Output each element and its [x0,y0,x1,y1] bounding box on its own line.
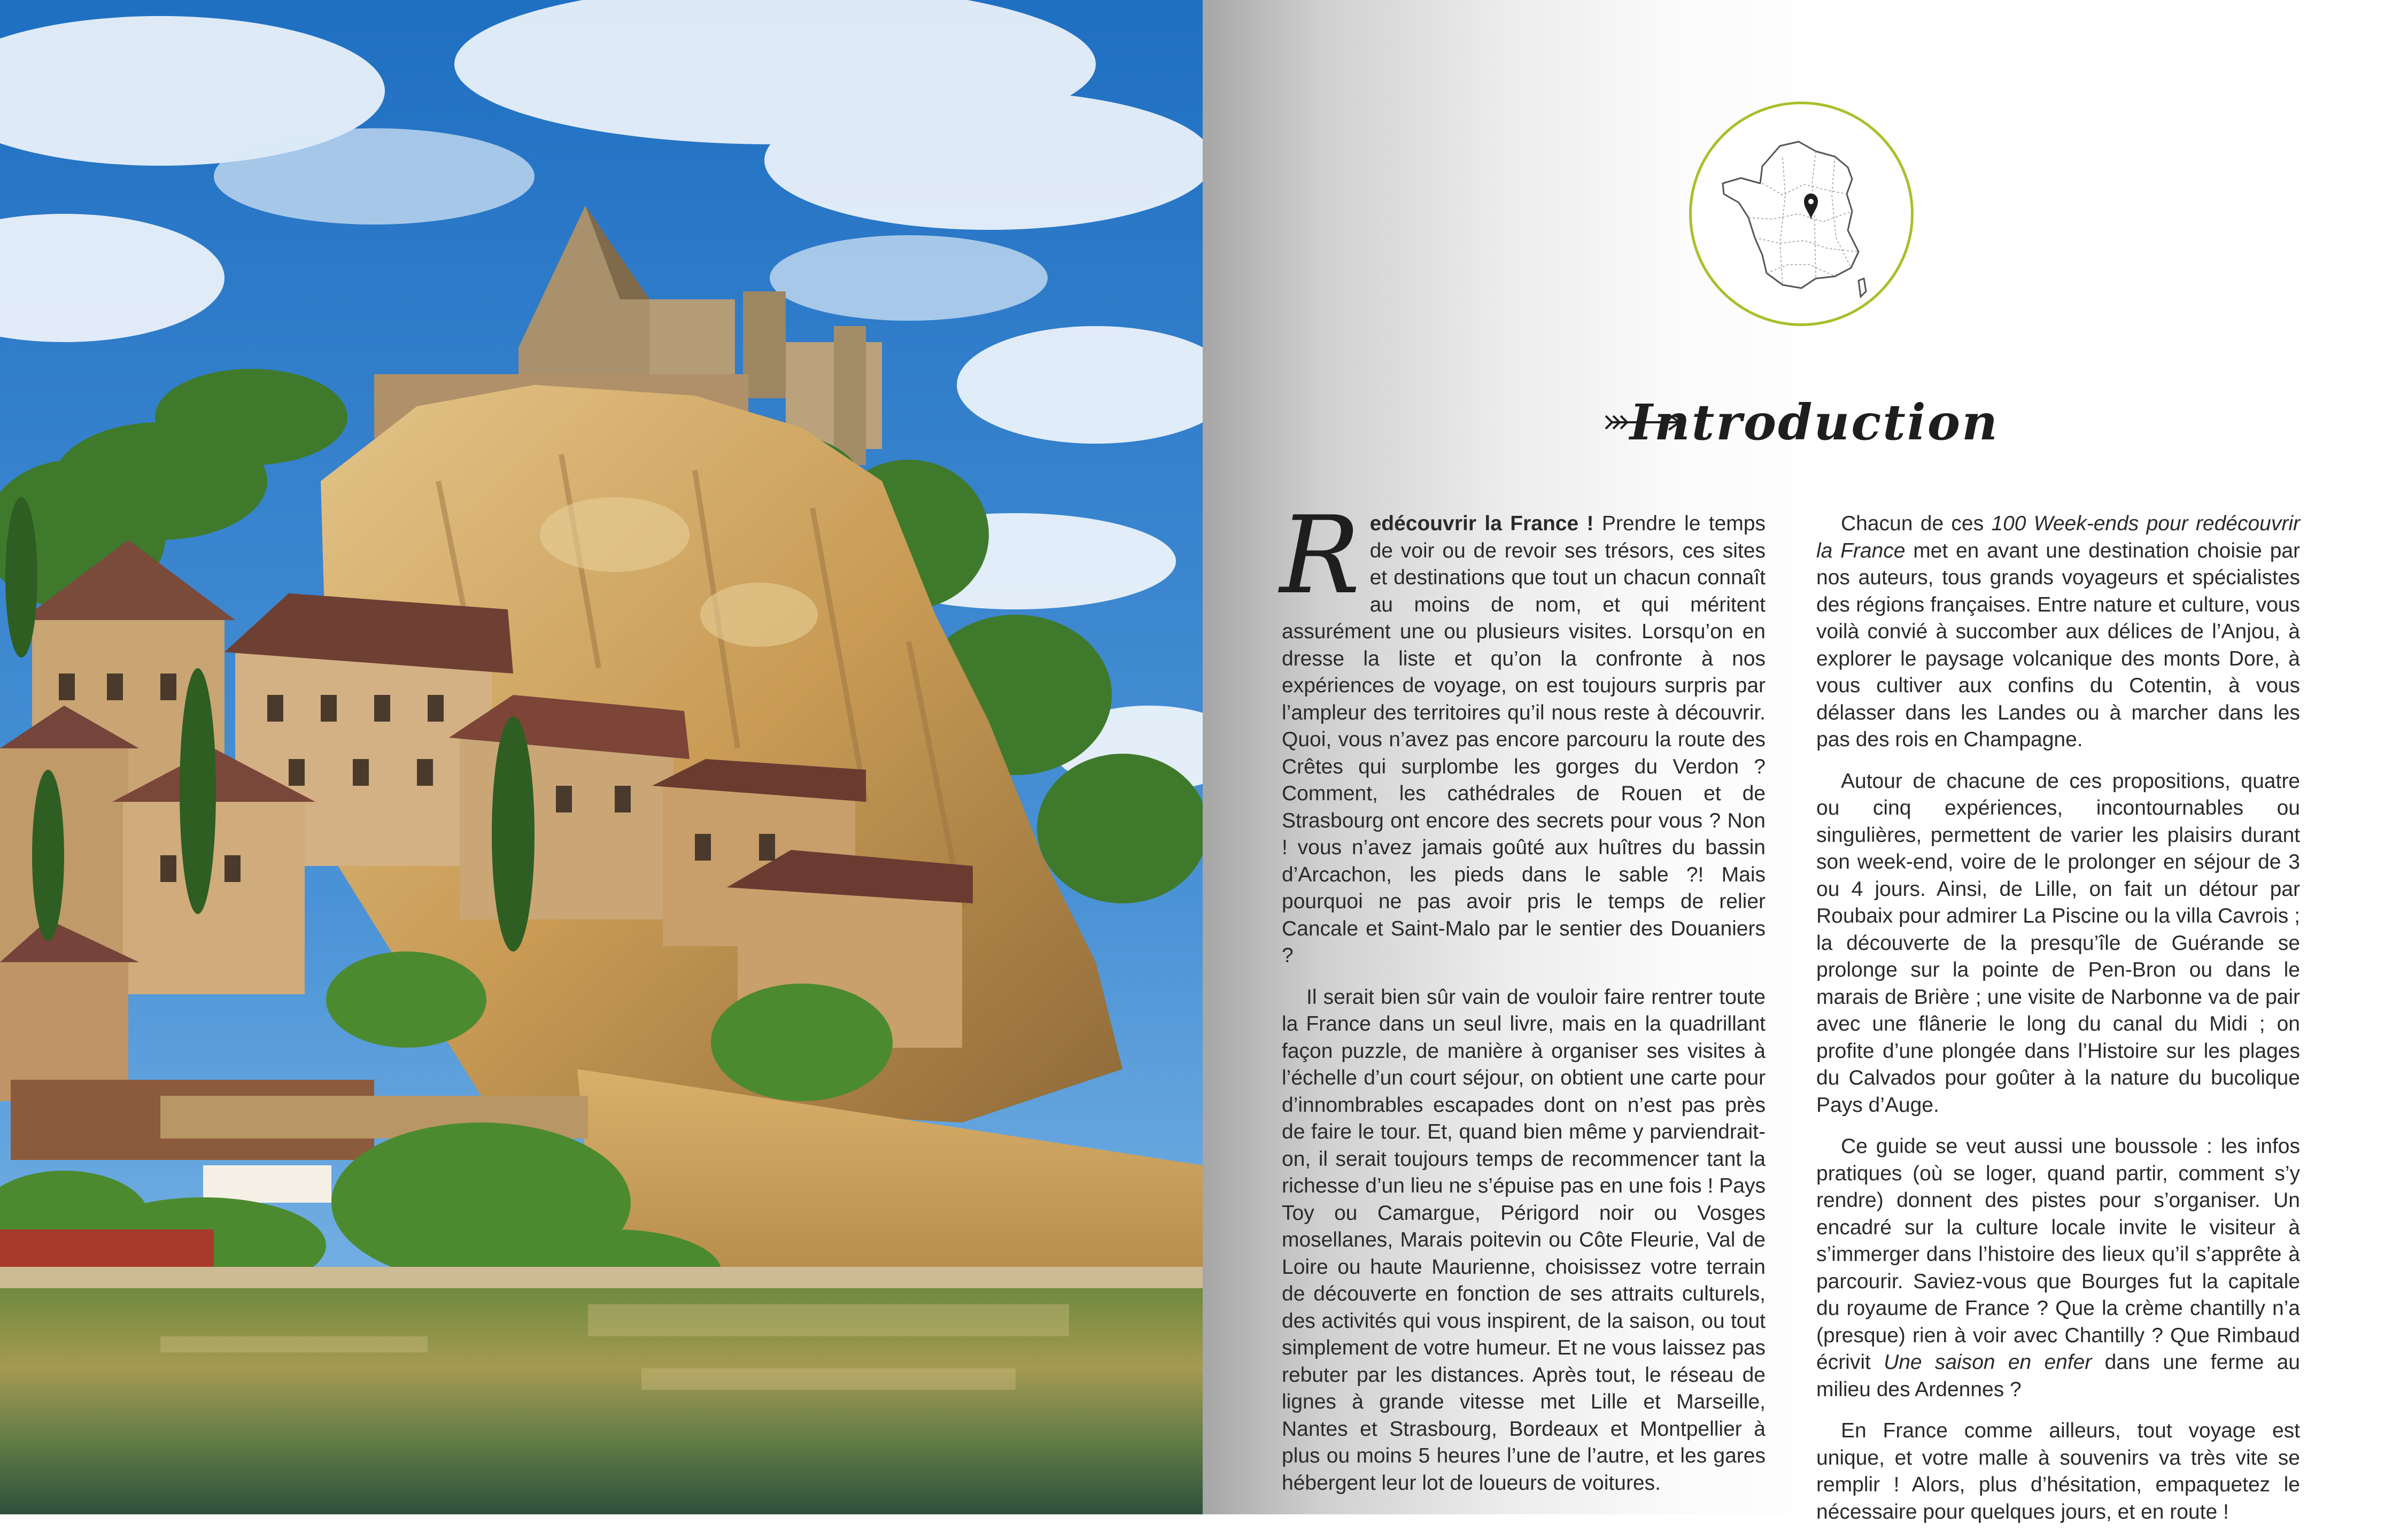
text-column-left [1280,493,1766,1511]
drop-cap: R [1280,493,1360,618]
paragraph-text: Prendre le temps de voir ou de revoir ses trésors, ces sites et destinations que tout un chacun connaît au moins de nom, et qui méritent assurément une ou plusieurs visites. Lorsqu’on en dresse la liste et qu’on la confronte à nos expériences de voyage, on est toujours surpris par l’ampleur des territoires qu’il nous reste à découvrir. Quoi, vous n’avez pas encore parcouru la route des Crêtes qui surplombe les gorges du Verdon ? Comment, les cathédrales de Rouen et de Strasbourg ont encore des secrets pour vous ? Non ! vous n’avez jamais goûté aux huîtres du bassin d’Arcachon, les pieds dans le sable ?! Mais pourquoi ne pas avoir pris le temps de relier Cancale et Saint-Malo par le sentier des Douaniers ? [1282,512,1766,967]
book-title: 100 Week-ends pour redécouvrir la France [1816,512,2300,562]
paragraph: Ce guide se veut aussi une boussole : les infos pratiques (où se loger, quand partir, comment s’y rendre) donnent des pistes pour s’organiser. Un encadré sur la culture locale invite le visiteur à s’immerger dans l’histoire des lieux qu’il s’apprête à parcourir. Saviez-vous que Bourges fut la capitale du royaume de France ? Que la crème chantilly n’a (presque) rien à voir avec Chantilly ? Que Rimbaud écrivit Une saison en enfer dans une ferme au milieu des Ardennes ? [1816,1135,2300,1401]
paragraph: Autour de chacune de ces propositions, quatre ou cinq expériences, incontournables ou singulières, permettent de varier les plaisirs durant son week-end, voire de le prolonger en séjour de 3 ou 4 jours. Ainsi, de Lille, on fait un détour par Roubaix pour admirer La Piscine ou la villa Cavrois ; la découverte de la presqu’île de Guérande se prolonge sur la pointe de Pen-Bron ou dans le marais de Brière ; une visite de Narbonne va de pair avec une flânerie le long du canal du Midi ; on profite d’une plongée dans l’Histoire sur les plages du Calvados pour goûter à la nature du bucolique Pays d’Auge. [1816,769,2300,1117]
paragraph: Il serait bien sûr vain de vouloir faire rentrer toute la France dans un seul livre, mais en la quadrillant façon puzzle, de manière à organiser ses visites à l’échelle d’un court séjour, on obtient une carte pour d’innombrables escapades dont on n’est pas près de faire le tour. Et, quand bien même y parviendrait-on, il serait toujours temps de recommencer tant la richesse d’un lieu ne s’épuise pas en une fois ! Pays Toy ou Camargue, Périgord noir ou Vosges mosellanes, Marais poitevin ou Côte Fleurie, Val de Loire ou haute Maurienne, choisissez votre terrain de découverte en fonction de ses attraits culturels, des activités qui vous inspirent, de la saison, ou tout simplement de votre humeur. Et ne vous laissez pas rebuter par les distances. Après tout, le réseau de lignes à grande vitesse met Lille et Marseille, Nantes et Strasbourg, Bordeaux et Montpellier à plus ou moins 5 heures l’une de l’autre, et les gares hébergent leur lot de loueurs de voitures. [1282,985,1766,1495]
france-map-location-icon [1692,104,1911,323]
paragraph: Chacun de ces 100 Week-ends pour redécouvrir la France met en avant une destination choisie par nos auteurs, tous grands voyageurs et spécialistes des régions françaises. Entre nature et culture, vous voilà convié à succomber aux délices de l’Anjou, à explorer le paysage volcanique des monts Dore, à vous cultiver aux confins du Cotentin, à vous délasser dans les Landes ou à marcher dans les pas des rois en Champagne. [1816,512,2300,751]
intro-lead: edécouvrir la France ! [1369,512,1594,535]
map-badge [1689,102,1914,326]
page-title: Introduction [1629,393,1999,451]
intro-paragraph [1280,493,1766,970]
cover-photo [0,0,1203,1514]
text-column-right [1816,510,2300,1540]
intro-page [1203,0,2400,1523]
village-cliff-illustration [0,0,1203,1514]
paragraph: En France comme ailleurs, tout voyage est unique, et votre malle à souvenirs va très vite se remplir ! Alors, plus d’hésitation, empaquetez le nécessaire pour quelques jours, et en route ! [1816,1419,2300,1523]
work-title: Une saison en enfer [1884,1351,2092,1374]
section-heading [1604,385,1999,460]
